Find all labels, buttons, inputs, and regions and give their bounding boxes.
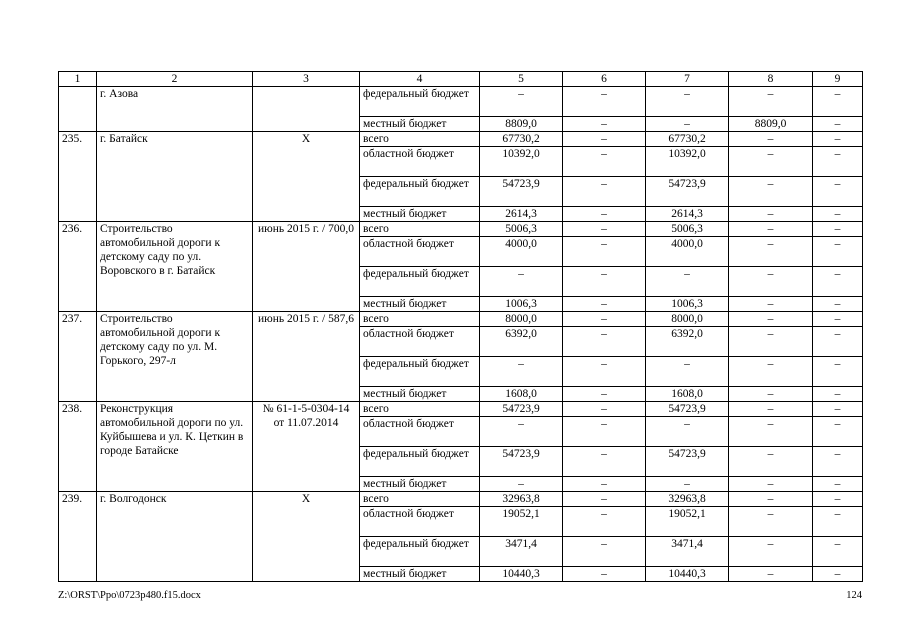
amount-cell-v9: – <box>813 132 863 147</box>
amount-cell-v5: 6392,0 <box>480 327 563 357</box>
amount-cell-v8: – <box>729 477 813 492</box>
amount-cell-v6: – <box>563 387 646 402</box>
amount-cell-v9: – <box>813 477 863 492</box>
budget-type: всего <box>360 402 480 417</box>
table-row <box>59 312 863 327</box>
amount-cell-v8: – <box>729 207 813 222</box>
amount-cell-v5: 4000,0 <box>480 237 563 267</box>
column-header: 1 <box>59 72 97 87</box>
amount-cell-v5: – <box>480 87 563 117</box>
amount-cell-v7: 19052,1 <box>646 507 729 537</box>
column-header: 7 <box>646 72 729 87</box>
footer-page-number: 124 <box>846 590 862 601</box>
amount-cell-v7: 1006,3 <box>646 297 729 312</box>
amount-cell-v9: – <box>813 267 863 297</box>
budget-type: федеральный бюджет <box>360 177 480 207</box>
amount-cell-v5: 54723,9 <box>480 402 563 417</box>
amount-cell-v7: 4000,0 <box>646 237 729 267</box>
amount-cell-v5: 32963,8 <box>480 492 563 507</box>
table-row <box>59 87 863 117</box>
document-reference <box>253 87 360 132</box>
amount-cell-v7: – <box>646 477 729 492</box>
document-reference: Х <box>253 492 360 582</box>
budget-type: областной бюджет <box>360 417 480 447</box>
amount-cell-v6: – <box>563 222 646 237</box>
amount-cell-v5: 54723,9 <box>480 447 563 477</box>
amount-cell-v9: – <box>813 177 863 207</box>
amount-cell-v9: – <box>813 492 863 507</box>
document-reference: № 61-1-5-0304-14 от 11.07.2014 <box>253 402 360 492</box>
budget-type: всего <box>360 312 480 327</box>
amount-cell-v7: – <box>646 117 729 132</box>
document-reference: июнь 2015 г. / 700,0 <box>253 222 360 312</box>
amount-cell-v6: – <box>563 147 646 177</box>
amount-cell-v7: 5006,3 <box>646 222 729 237</box>
amount-cell-v8: – <box>729 357 813 387</box>
budget-type: всего <box>360 132 480 147</box>
table-row <box>59 132 863 147</box>
amount-cell-v6: – <box>563 87 646 117</box>
amount-cell-v5: – <box>480 267 563 297</box>
amount-cell-v8: – <box>729 132 813 147</box>
column-header: 4 <box>360 72 480 87</box>
budget-type: местный бюджет <box>360 387 480 402</box>
budget-type: местный бюджет <box>360 567 480 582</box>
amount-cell-v8: – <box>729 567 813 582</box>
table-row <box>59 402 863 417</box>
amount-cell-v9: – <box>813 537 863 567</box>
item-number: 239. <box>59 492 97 582</box>
amount-cell-v9: – <box>813 447 863 477</box>
amount-cell-v9: – <box>813 297 863 312</box>
budget-type: местный бюджет <box>360 207 480 222</box>
budget-table <box>58 71 863 582</box>
table-row <box>59 492 863 507</box>
budget-type: областной бюджет <box>360 237 480 267</box>
amount-cell-v7: 32963,8 <box>646 492 729 507</box>
column-header: 5 <box>480 72 563 87</box>
budget-type: федеральный бюджет <box>360 87 480 117</box>
budget-type: областной бюджет <box>360 327 480 357</box>
column-header: 3 <box>253 72 360 87</box>
item-number: 236. <box>59 222 97 312</box>
item-number: 237. <box>59 312 97 402</box>
amount-cell-v8: – <box>729 267 813 297</box>
amount-cell-v6: – <box>563 402 646 417</box>
amount-cell-v5: 8000,0 <box>480 312 563 327</box>
amount-cell-v5: – <box>480 357 563 387</box>
amount-cell-v9: – <box>813 312 863 327</box>
amount-cell-v6: – <box>563 237 646 267</box>
amount-cell-v8: – <box>729 417 813 447</box>
amount-cell-v8: – <box>729 387 813 402</box>
amount-cell-v7: 67730,2 <box>646 132 729 147</box>
object-name: Строительство автомобильной дороги к детскому саду по ул. Воровского в г. Батайск <box>97 222 253 312</box>
amount-cell-v7: 2614,3 <box>646 207 729 222</box>
amount-cell-v6: – <box>563 297 646 312</box>
budget-type: федеральный бюджет <box>360 537 480 567</box>
amount-cell-v5: – <box>480 417 563 447</box>
column-header: 2 <box>97 72 253 87</box>
amount-cell-v8: – <box>729 537 813 567</box>
budget-type: федеральный бюджет <box>360 267 480 297</box>
amount-cell-v6: – <box>563 327 646 357</box>
amount-cell-v6: – <box>563 267 646 297</box>
amount-cell-v6: – <box>563 207 646 222</box>
amount-cell-v7: 8000,0 <box>646 312 729 327</box>
amount-cell-v5: 10440,3 <box>480 567 563 582</box>
document-reference: Х <box>253 132 360 222</box>
amount-cell-v8: – <box>729 312 813 327</box>
budget-type: всего <box>360 492 480 507</box>
amount-cell-v8: – <box>729 222 813 237</box>
amount-cell-v9: – <box>813 207 863 222</box>
amount-cell-v8: 8809,0 <box>729 117 813 132</box>
amount-cell-v5: 54723,9 <box>480 177 563 207</box>
amount-cell-v6: – <box>563 117 646 132</box>
amount-cell-v8: – <box>729 447 813 477</box>
amount-cell-v9: – <box>813 237 863 267</box>
amount-cell-v8: – <box>729 402 813 417</box>
amount-cell-v7: 54723,9 <box>646 402 729 417</box>
amount-cell-v9: – <box>813 87 863 117</box>
amount-cell-v7: 3471,4 <box>646 537 729 567</box>
object-name: г. Волгодонск <box>97 492 253 582</box>
amount-cell-v7: – <box>646 417 729 447</box>
amount-cell-v7: 10392,0 <box>646 147 729 177</box>
amount-cell-v5: 2614,3 <box>480 207 563 222</box>
amount-cell-v5: 3471,4 <box>480 537 563 567</box>
budget-type: областной бюджет <box>360 147 480 177</box>
amount-cell-v6: – <box>563 417 646 447</box>
budget-type: местный бюджет <box>360 297 480 312</box>
object-name: г. Азова <box>97 87 253 132</box>
amount-cell-v6: – <box>563 567 646 582</box>
table-row <box>59 222 863 237</box>
item-number: 235. <box>59 132 97 222</box>
footer-file-path: Z:\ORST\Ppo\0723p480.f15.docx <box>58 590 201 601</box>
amount-cell-v5: 1608,0 <box>480 387 563 402</box>
object-name: г. Батайск <box>97 132 253 222</box>
amount-cell-v6: – <box>563 477 646 492</box>
amount-cell-v5: 1006,3 <box>480 297 563 312</box>
amount-cell-v6: – <box>563 507 646 537</box>
amount-cell-v8: – <box>729 177 813 207</box>
amount-cell-v9: – <box>813 147 863 177</box>
column-header: 8 <box>729 72 813 87</box>
amount-cell-v8: – <box>729 492 813 507</box>
amount-cell-v9: – <box>813 507 863 537</box>
amount-cell-v7: 1608,0 <box>646 387 729 402</box>
amount-cell-v8: – <box>729 237 813 267</box>
amount-cell-v9: – <box>813 402 863 417</box>
amount-cell-v8: – <box>729 147 813 177</box>
budget-type: федеральный бюджет <box>360 447 480 477</box>
object-name: Реконструкция автомобильной дороги по ул. Куйбышева и ул. К. Цеткин в городе Батайске <box>97 402 253 492</box>
amount-cell-v5: 8809,0 <box>480 117 563 132</box>
amount-cell-v9: – <box>813 417 863 447</box>
amount-cell-v6: – <box>563 492 646 507</box>
amount-cell-v7: 6392,0 <box>646 327 729 357</box>
amount-cell-v6: – <box>563 132 646 147</box>
budget-type: федеральный бюджет <box>360 357 480 387</box>
amount-cell-v5: 10392,0 <box>480 147 563 177</box>
amount-cell-v5: 5006,3 <box>480 222 563 237</box>
table-header-row <box>59 72 863 87</box>
document-reference: июнь 2015 г. / 587,6 <box>253 312 360 402</box>
amount-cell-v5: 19052,1 <box>480 507 563 537</box>
amount-cell-v7: 54723,9 <box>646 447 729 477</box>
amount-cell-v9: – <box>813 357 863 387</box>
amount-cell-v9: – <box>813 222 863 237</box>
amount-cell-v7: – <box>646 357 729 387</box>
amount-cell-v8: – <box>729 87 813 117</box>
amount-cell-v5: – <box>480 477 563 492</box>
amount-cell-v7: – <box>646 267 729 297</box>
column-header: 9 <box>813 72 863 87</box>
amount-cell-v6: – <box>563 357 646 387</box>
column-header: 6 <box>563 72 646 87</box>
item-number <box>59 87 97 132</box>
amount-cell-v8: – <box>729 327 813 357</box>
amount-cell-v9: – <box>813 327 863 357</box>
amount-cell-v7: – <box>646 87 729 117</box>
amount-cell-v9: – <box>813 387 863 402</box>
amount-cell-v5: 67730,2 <box>480 132 563 147</box>
item-number: 238. <box>59 402 97 492</box>
amount-cell-v7: 54723,9 <box>646 177 729 207</box>
amount-cell-v6: – <box>563 537 646 567</box>
amount-cell-v7: 10440,3 <box>646 567 729 582</box>
amount-cell-v8: – <box>729 507 813 537</box>
budget-type: областной бюджет <box>360 507 480 537</box>
budget-type: местный бюджет <box>360 117 480 132</box>
amount-cell-v9: – <box>813 567 863 582</box>
budget-type: всего <box>360 222 480 237</box>
object-name: Строительство автомобильной дороги к детскому саду по ул. М. Горького, 297-л <box>97 312 253 402</box>
amount-cell-v6: – <box>563 177 646 207</box>
amount-cell-v8: – <box>729 297 813 312</box>
amount-cell-v6: – <box>563 312 646 327</box>
budget-type: местный бюджет <box>360 477 480 492</box>
amount-cell-v6: – <box>563 447 646 477</box>
amount-cell-v9: – <box>813 117 863 132</box>
